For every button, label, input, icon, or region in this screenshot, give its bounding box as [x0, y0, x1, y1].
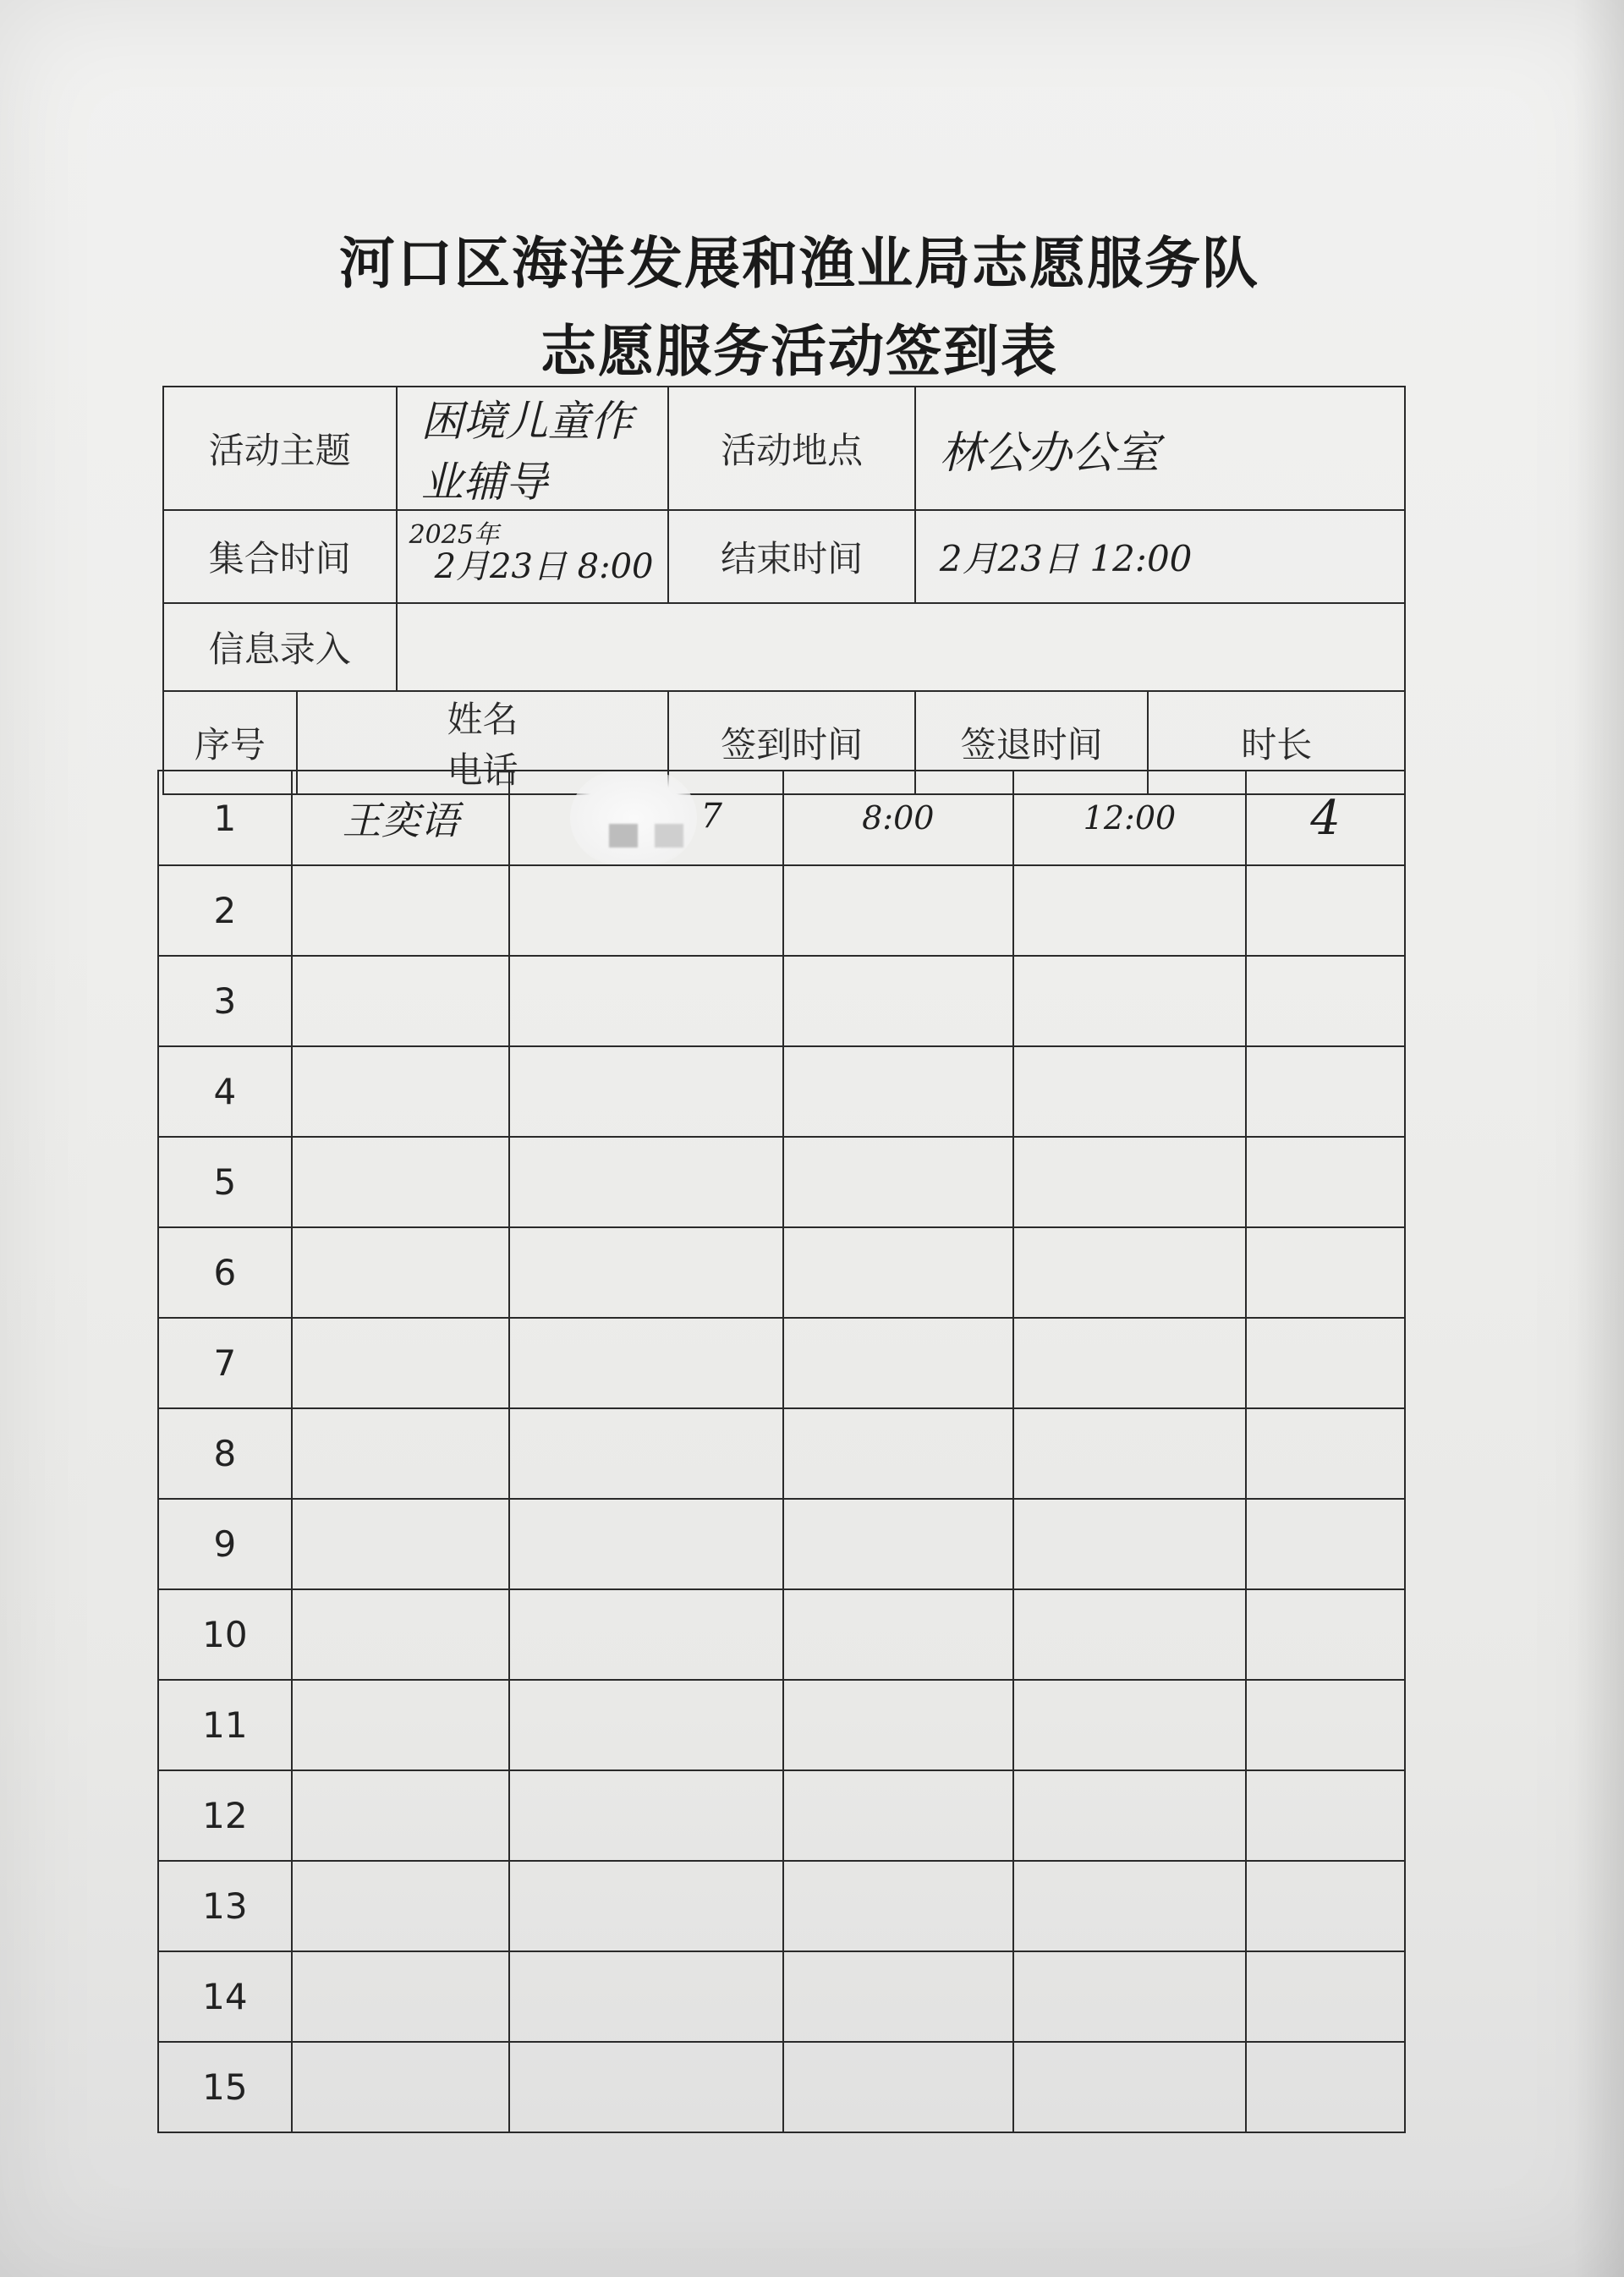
row-signin-time	[783, 1499, 1013, 1589]
gather-label: 集合时间	[163, 510, 397, 603]
row-signin-time	[783, 1408, 1013, 1499]
row-duration	[1246, 1318, 1405, 1408]
row-signout-time	[1013, 1770, 1247, 1861]
row-signout-time	[1013, 865, 1247, 956]
row-name	[292, 1227, 510, 1318]
row-duration	[1246, 1137, 1405, 1227]
gather-year: 2025年	[409, 520, 499, 550]
row-duration	[1246, 1227, 1405, 1318]
row-phone	[509, 865, 783, 956]
table-row	[158, 771, 1405, 865]
col-header-no: 序号	[163, 691, 297, 794]
row-number: 14	[158, 1951, 292, 2042]
row-signout-time	[1013, 1408, 1247, 1499]
table-row	[158, 1680, 1405, 1770]
table-row	[158, 1499, 1405, 1589]
row-signin-time	[783, 1680, 1013, 1770]
row-signin-time	[783, 956, 1013, 1046]
row-number: 7	[158, 1318, 292, 1408]
col-header-phone: 电话	[447, 749, 518, 791]
row-signout-time	[1013, 1680, 1247, 1770]
gather-value: 2月23日 8:00	[434, 547, 654, 586]
row-signin-time	[783, 865, 1013, 956]
row-name	[292, 1951, 510, 2042]
row-duration: 4	[1246, 771, 1405, 865]
col-header-out: 签退时间	[915, 691, 1149, 794]
row-number: 9	[158, 1499, 292, 1589]
row-phone	[509, 1680, 783, 1770]
col-header-in: 签到时间	[668, 691, 914, 794]
table-row	[158, 1137, 1405, 1227]
row-signin-time	[783, 1318, 1013, 1408]
row-name	[292, 865, 510, 956]
row-number: 10	[158, 1589, 292, 1680]
table-row	[158, 1951, 1405, 2042]
row-signout-time	[1013, 1318, 1247, 1408]
row-duration	[1246, 1499, 1405, 1589]
row-duration	[1246, 1046, 1405, 1137]
redacted-phone-blur	[570, 771, 697, 864]
document-title: 河口区海洋发展和渔业局志愿服务队	[339, 231, 1259, 296]
row-number: 12	[158, 1770, 292, 1861]
table-row	[158, 1861, 1405, 1951]
place-label: 活动地点	[668, 387, 914, 510]
row-signin-time	[783, 1046, 1013, 1137]
row-phone	[509, 956, 783, 1046]
row-signout-time	[1013, 1589, 1247, 1680]
row-number: 11	[158, 1680, 292, 1770]
row-phone	[509, 1046, 783, 1137]
row-number: 4	[158, 1046, 292, 1137]
row-phone	[509, 771, 783, 865]
row-name	[292, 1589, 510, 1680]
row-duration	[1246, 1770, 1405, 1861]
row-duration	[1246, 1408, 1405, 1499]
row-number: 1	[158, 771, 292, 865]
row-number: 13	[158, 1861, 292, 1951]
row-duration	[1246, 956, 1405, 1046]
row-signin-time	[783, 1861, 1013, 1951]
row-name	[292, 1499, 510, 1589]
row-phone	[509, 2042, 783, 2132]
row-name	[292, 1770, 510, 1861]
row-signout-time	[1013, 1046, 1247, 1137]
row-signin-time	[783, 1227, 1013, 1318]
table-row	[158, 865, 1405, 956]
row-number: 8	[158, 1408, 292, 1499]
row-signout-time	[1013, 2042, 1247, 2132]
row-signout-time	[1013, 1861, 1247, 1951]
row-signout-time	[1013, 1137, 1247, 1227]
row-signout-time	[1013, 1951, 1247, 2042]
row-name: 王奕语	[292, 771, 510, 865]
row-duration	[1246, 1589, 1405, 1680]
topic-value: 困境儿童作业辅导	[397, 387, 669, 510]
phone-visible-digit: 7	[700, 797, 722, 836]
row-signin-time	[783, 1589, 1013, 1680]
table-row	[158, 956, 1405, 1046]
col-header-dur: 时长	[1148, 691, 1405, 794]
table-row	[158, 1770, 1405, 1861]
topic-label: 活动主题	[163, 387, 397, 510]
row-duration	[1246, 865, 1405, 956]
row-signin-time: 8:00	[783, 771, 1013, 865]
row-phone	[509, 1318, 783, 1408]
row-signout-time: 12:00	[1013, 771, 1247, 865]
row-number: 2	[158, 865, 292, 956]
row-phone	[509, 1951, 783, 2042]
row-name	[292, 956, 510, 1046]
row-duration	[1246, 1680, 1405, 1770]
row-signout-time	[1013, 1499, 1247, 1589]
info-row-time	[163, 510, 1405, 603]
row-name	[292, 1046, 510, 1137]
row-phone	[509, 1770, 783, 1861]
row-name	[292, 1137, 510, 1227]
row-duration	[1246, 2042, 1405, 2132]
end-label: 结束时间	[668, 510, 914, 603]
row-duration	[1246, 1951, 1405, 2042]
info-row-entry	[163, 603, 1405, 691]
row-name	[292, 1408, 510, 1499]
row-signout-time	[1013, 1227, 1247, 1318]
row-number: 5	[158, 1137, 292, 1227]
row-signin-time	[783, 1951, 1013, 2042]
row-name	[292, 1680, 510, 1770]
document-subtitle: 志愿服务活动签到表	[540, 319, 1058, 384]
row-number: 15	[158, 2042, 292, 2132]
row-signin-time	[783, 1137, 1013, 1227]
place-value: 林公办公室	[915, 387, 1405, 510]
row-phone	[509, 1499, 783, 1589]
row-signin-time	[783, 2042, 1013, 2132]
row-phone	[509, 1137, 783, 1227]
gather-value-cell	[397, 510, 669, 603]
row-phone	[509, 1227, 783, 1318]
row-phone	[509, 1861, 783, 1951]
entry-label: 信息录入	[163, 603, 397, 691]
col-header-name: 姓名	[447, 699, 518, 740]
table-row	[158, 1318, 1405, 1408]
row-number: 6	[158, 1227, 292, 1318]
row-number: 3	[158, 956, 292, 1046]
signin-rows-table	[157, 770, 1406, 2133]
row-signin-time	[783, 1770, 1013, 1861]
row-name	[292, 1318, 510, 1408]
entry-value	[397, 603, 1405, 691]
table-row	[158, 1046, 1405, 1137]
row-name	[292, 2042, 510, 2132]
info-row-topic	[163, 387, 1405, 510]
table-row	[158, 2042, 1405, 2132]
row-signout-time	[1013, 956, 1247, 1046]
row-phone	[509, 1408, 783, 1499]
row-phone	[509, 1589, 783, 1680]
table-row	[158, 1227, 1405, 1318]
signin-table	[162, 386, 1406, 795]
row-name	[292, 1861, 510, 1951]
row-duration	[1246, 1861, 1405, 1951]
table-row	[158, 1408, 1405, 1499]
table-row	[158, 1589, 1405, 1680]
end-value: 2月23日 12:00	[915, 510, 1405, 603]
